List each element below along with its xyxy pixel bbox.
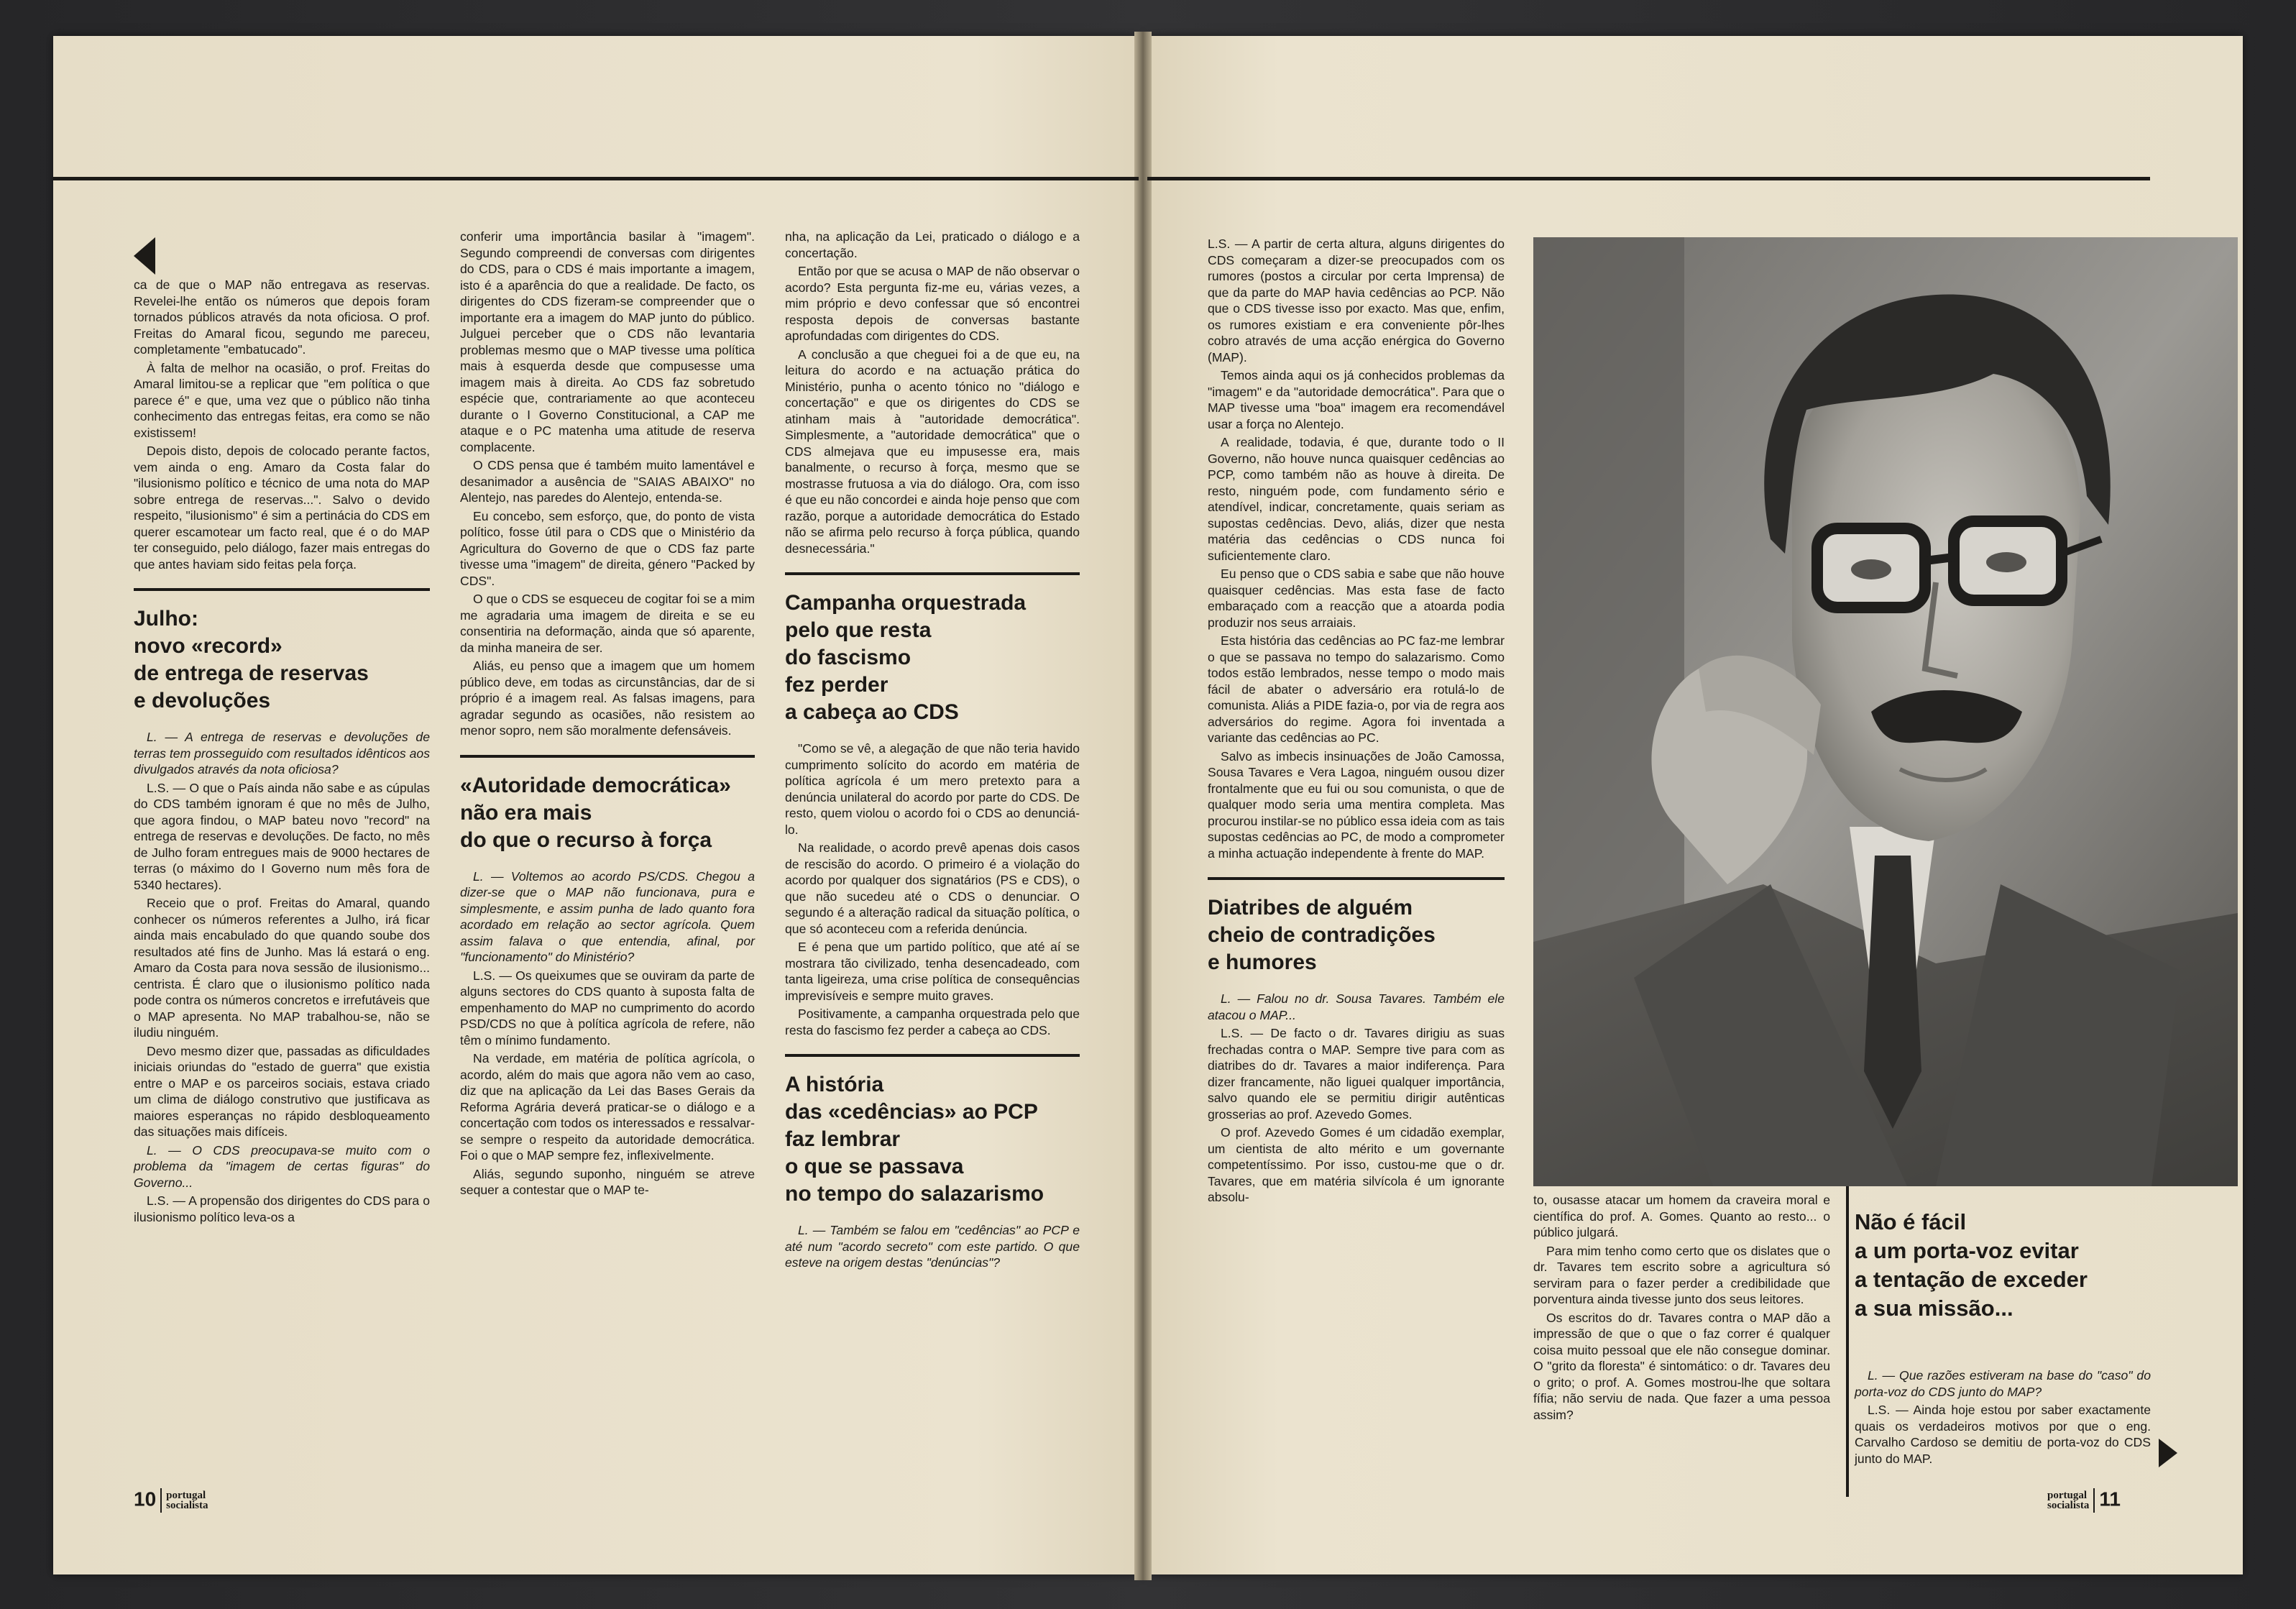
interview-question: L. — A entrega de reservas e devoluções de terras tem prosseguido com resultados idênticos aos divulgados através da nota oficiosa? bbox=[134, 730, 430, 776]
paragraph: Na verdade, em matéria de política agrícola, o acordo, além do mais que agora não vem ao caso, diz que na aplicação da Lei das Bases Gerais da Reforma Agrária deverá praticar-se o diálogo e a concertação com todos os interessados e ressalvar-se sempre o respeito da autoridade democrática. Foi o que o MAP sempre fez, inflexivelmente. bbox=[460, 1051, 755, 1163]
paragraph: Eu concebo, sem esforço, que, do ponto de vista político, fosse útil para o CDS que o Ministério da Agricultura do Governo de que o CDS faz parte tivesse uma "imagem" de direita, género "Packed by CDS". bbox=[460, 508, 755, 588]
continued-from-arrow-icon bbox=[134, 237, 155, 275]
paragraph: Para mim tenho como certo que os dislates que o dr. Tavares tem escrito sobre a agricultura só serviram para o fazer perder a credibilidade que porventura ainda tivesse junto dos seus leitores. bbox=[1533, 1243, 1830, 1306]
paragraph: O prof. Azevedo Gomes é um cidadão exemplar, um cientista de alto mérito e um governante competentíssimo. Por isso, custou-me que o dr. Tavares, que em matéria silvícola é um ignorante absolu- bbox=[1208, 1125, 1505, 1204]
section-heading-autoridade: «Autoridade democrática» não era mais do que o recurso à força bbox=[460, 773, 731, 852]
interview-question: L. — Voltemos ao acordo PS/CDS. Chegou a dizer-se que o MAP não funcionava, pura e simplesmente, e assim punha de lado quanto fora acordado em relação ao sector agrícola. Quem assim falava o que entendia, afinal, por "funcionamento" do Ministério? bbox=[460, 868, 755, 964]
paragraph: Temos ainda aqui os já conhecidos problemas da "imagem" e da "autoridade democrática". Para que o MAP tivesse uma "boa" imagem era recomendável usar a força no Alentejo. bbox=[1208, 368, 1505, 431]
continued-arrow-icon bbox=[2159, 1439, 2177, 1467]
paragraph: to, ousasse atacar um homem da craveira moral e científica do prof. A. Gomes. Quanto ao resto... o público julgará. bbox=[1533, 1193, 1830, 1239]
paragraph: Então por que se acusa o MAP de não observar o acordo? Esta pergunta fiz-me eu, várias vezes, a mim próprio e devo confessar que só encontrei resposta depois de conversas bastante aprofundadas com dirigentes do CDS. bbox=[785, 264, 1080, 343]
publication-logo: portugal socialista bbox=[2047, 1490, 2090, 1511]
paragraph: L.S. — A partir de certa altura, alguns dirigentes do CDS começaram a dizer-se preocupados com os rumores (postos a circular por certa Imprensa) de que da parte do MAP havia cedências ao PCP. Não que o CDS tivesse isso por exacto. Mas que, enfim, os rumores existiam e era conveniente pôr-lhes cobro através de uma acção enérgica do Governo (MAP). bbox=[1208, 237, 1505, 365]
interview-question: L. — Falou no dr. Sousa Tavares. Também ele atacou o MAP... bbox=[1208, 991, 1505, 1022]
paragraph: Eu penso que o CDS sabia e sabe que não houve quaisquer cedências. Mas esta fase de facto embaraçado com a reacção que a atoarda podia produzir nos seus arraiais. bbox=[1208, 567, 1505, 630]
paragraph: L.S. — De facto o dr. Tavares dirigiu as suas frechadas contra o MAP. Sempre tive para com as diatribes do dr. Tavares a maior indiferença. Para dizer francamente, não liguei qualquer importância, salvo quando ele se permitiu dirigir autênticas grosserias ao prof. Azevedo Gomes. bbox=[1208, 1026, 1505, 1122]
paragraph: L.S. — A propensão dos dirigentes do CDS para o ilusionismo político leva-os a bbox=[134, 1193, 430, 1224]
interview-question: L. — Também se falou em "cedências" ao PCP e até num "acordo secreto" com este partido. O que esteve na origem destas "denúncias"? bbox=[785, 1223, 1080, 1270]
paragraph: A conclusão a que cheguei foi a de que eu, na leitura do acordo e na actuação prática do Ministério, punha o acento tónico no "diálogo e concertação" e que os dirigentes do CDS se atinham mais à "autoridade democrática". Simplesmente, a "autoridade democrática" que o CDS almejava que eu impusesse era, mais banalmente, o recurso à força, mesmo que se mostrasse frutuosa a via do diálogo. Ora, com isso é que eu não concordei e ainda hoje penso que com razão, porque a autoridade democrática do Estado não se afirma pelo recurso à força pública, quando desnecessária." bbox=[785, 347, 1080, 556]
publication-logo: portugal socialista bbox=[166, 1490, 208, 1511]
section-heading-diatribes: Diatribes de alguém cheio de contradições e humores bbox=[1208, 896, 1436, 974]
box-rule-vertical bbox=[1846, 1186, 1849, 1497]
section-rule bbox=[460, 755, 755, 758]
paragraph: A realidade, todavia, é que, durante todo o II Governo, não houve nunca quaisquer cedências ao PCP, como também não as houve à direita. De resto, ninguém pode, com fundamento sério e atendível, indicar, concretamente, quais seriam as supostas cedências. Devo, aliás, dizer que nesta matéria das cedências o CDS nunca foi suficientemente claro. bbox=[1208, 435, 1505, 563]
paragraph: Salvo as imbecis insinuações de João Camossa, Sousa Tavares e Vera Lagoa, ninguém ousou dizer frontalmente que eu fui ou sou comunista, o que de qualquer modo seria uma mentira completa. Mas procurou instilar-se no público essa ideia com as tais supostas cedências ao PC, de modo a comprometer a minha actuação independente à frente do MAP. bbox=[1208, 748, 1505, 861]
paragraph: Depois disto, depois de colocado perante factos, vem ainda o eng. Amaro da Costa falar do "ilusionismo político e técnico de uma nota do MAP sobre entrega de reservas...". Salvo o devido respeito, "ilusionismo" é sim a pertinácia do CDS em querer escamotear um facto real, que é o do MAP ter conseguido, pelo diálogo, fazer mais entregas do que antes haviam sido feitas pela força. bbox=[134, 444, 430, 572]
folio-divider bbox=[160, 1488, 162, 1513]
paragraph: Os escritos do dr. Tavares contra o MAP dão a impressão de que o que o faz correr é qualquer coisa muito pessoal que ele não consegue dominar. O "grito da floresta" é sintomático: o dr. Tavares deu o grito; o prof. A. Gomes mostrou-lhe que soltara fífia; não serviu de nada. Que fazer a uma pessoa assim? bbox=[1533, 1310, 1830, 1422]
page-number: 10 bbox=[134, 1487, 157, 1511]
paragraph: Na realidade, o acordo prevê apenas dois casos de rescisão do acordo. O primeiro é a violação do acordo por qualquer dos signatários (PS e CDS), o que não sucedeu até o CDS o denunciar. O segundo é a alteração radical da situação política, o que só aconteceu com a referida denúncia. bbox=[785, 840, 1080, 936]
paragraph: O que o CDS se esqueceu de cogitar foi se a mim me agradaria uma imagem de direita e se eu consentiria na deformação, ainda que só aparente, da minha maneira de ser. bbox=[460, 592, 755, 655]
section-rule bbox=[1208, 877, 1505, 880]
paragraph: nha, na aplicação da Lei, praticado o diálogo e a concertação. bbox=[785, 229, 1080, 260]
box-heading: Não é fácil a um porta-voz evitar a tentação de exceder a sua missão... bbox=[1855, 1209, 2088, 1321]
folio-right bbox=[2047, 1488, 2121, 1513]
paragraph: Aliás, segundo suponho, ninguém se atreve sequer a contestar que o MAP te- bbox=[460, 1166, 755, 1197]
paragraph: E é pena que um partido político, que até aí se mostrara tão civilizado, tenha desencadeado, com tanta ligeireza, uma crise política de consequências imprevisíveis e sempre muito graves. bbox=[785, 940, 1080, 1003]
column-3 bbox=[785, 229, 1080, 1273]
paragraph: L.S. — Os queixumes que se ouviram da parte de alguns sectores do CDS quanto à suposta falta de empenhamento do MAP no cumprimento do acordo PSD/CDS no que à política agrícola de refere, não têm o mínimo fundamento. bbox=[460, 968, 755, 1048]
paragraph: ca de que o MAP não entregava as reservas. Revelei-lhe então os números que depois foram tornados públicos através da nota oficiosa. O prof. Freitas do Amaral ficou, segundo me pareceu, completamente "embatucado". bbox=[134, 278, 430, 357]
paragraph: O CDS pensa que é também muito lamentável e desanimador a ausência de "SAIAS ABAIXO" no Alentejo, nas paredes do Alentejo, entenda-se. bbox=[460, 458, 755, 505]
section-heading-campanha: Campanha orquestrada pelo que resta do fascismo fez perder a cabeça ao CDS bbox=[785, 591, 1027, 724]
portrait-photo bbox=[1533, 237, 2238, 1186]
top-rule-left bbox=[53, 177, 1139, 180]
section-rule bbox=[785, 572, 1080, 575]
column-2 bbox=[460, 229, 755, 1201]
paragraph: À falta de melhor na ocasião, o prof. Freitas do Amaral limitou-se a replicar que "em política o que parece é" e que, uma vez que o público não tinha conhecimento das entregas feitas, era como se não existissem! bbox=[134, 360, 430, 440]
column-1 bbox=[134, 277, 430, 1227]
folio-left bbox=[134, 1488, 208, 1513]
section-heading-julho: Julho: novo «record» de entrega de reservas e devoluções bbox=[134, 607, 369, 712]
page-number: 11 bbox=[2099, 1487, 2121, 1511]
paragraph: Positivamente, a campanha orquestrada pelo que resta do fascismo fez perder a cabeça ao CDS. bbox=[785, 1007, 1080, 1037]
portrait-illustration bbox=[1533, 237, 2238, 1186]
paragraph: Receio que o prof. Freitas do Amaral, quando conhecer os números referentes a Julho, irá ficar ainda mais encabulado do que quando soube dos resultados até fins de Junho. Mas lá estará o eng. Amaro da Costa para nova sessão de ilusionismo... centrista. É claro que o ilusionismo político nada pode contra os números concretos e irrefutáveis que o MAP apresenta. No MAP trabalhou-se, não se iludiu ninguém. bbox=[134, 896, 430, 1040]
section-rule bbox=[785, 1054, 1080, 1057]
column-5 bbox=[1533, 1192, 1830, 1425]
paragraph: Aliás, eu penso que a imagem que um homem público deve, em todas as circunstâncias, dar de si próprio é a imagem real. As falsas imagens, para agradar segundo as ocasiões, não resistem ao menor sopro, nem são moralmente defensáveis. bbox=[460, 659, 755, 738]
column-4 bbox=[1208, 236, 1505, 1208]
paragraph: "Como se vê, a alegação de que não teria havido cumprimento solícito do acordo em matéria de política agrícola é um mero pretexto para a denúncia unilateral do acordo por parte do CDS. De resto, quem violou o acordo foi o CDS ao denunciá-lo. bbox=[785, 741, 1080, 837]
interview-question: L. — Que razões estiveram na base do "caso" do porta-voz do CDS junto do MAP? bbox=[1855, 1368, 2151, 1399]
spine-gutter bbox=[1134, 32, 1152, 1580]
section-heading-cedencias: A história das «cedências» ao PCP faz lembrar o que se passava no tempo do salazarismo bbox=[785, 1073, 1044, 1206]
paragraph: Devo mesmo dizer que, passadas as dificuldades iniciais oriundas do "estado de guerra" que existia entre o MAP e os parceiros sociais, estava criado um clima de diálogo construtivo que justificava as maiores esperanças no rápido desbloqueamento das situações mais difíceis. bbox=[134, 1043, 430, 1139]
section-rule bbox=[134, 588, 430, 591]
interview-question: L. — O CDS preocupava-se muito com o problema da "imagem de certas figuras" do Governo... bbox=[134, 1142, 430, 1190]
folio-divider bbox=[2093, 1488, 2095, 1513]
paragraph: Esta história das cedências ao PC faz-me lembrar o que se passava no tempo do salazarismo. Como todos estão lembrados, nesse tempo o modo mais fácil de abater o adversário era rotulá-lo de comunista. Aliás a PIDE fazia-o, por via de regra aos adversários do regime. Agora foi inventada a variante das cedências ao PC. bbox=[1208, 633, 1505, 745]
top-rule-right bbox=[1147, 177, 2150, 180]
paragraph: L.S. — O que o País ainda não sabe e as cúpulas do CDS também ignoram é que no mês de Julho, que agora findou, o MAP bateu novo "record" na entrega de reservas e devoluções. De facto, no mês de Julho foram entregues mais de 9000 hectares de terras (o máximo do I Governo num mês fora de 5340 hectares). bbox=[134, 780, 430, 892]
paragraph: conferir uma importância basilar à "imagem". Segundo compreendi de conversas com dirigentes do CDS, para o CDS é mais importante a imagem, isto é a aparência do que a realidade. De facto, os dirigentes do CDS fizeram-se compreender que o importante era a imagem do MAP junto do público. Julguei perceber que o CDS não levantaria problemas mesmo que o MAP tivesse uma política mais à esquerda desde que compusesse uma imagem mais à direita. Ao CDS faz sobretudo espécie que, contrariamente ao que aconteceu durante o I Governo Constitucional, a CAP me ataque e o PC matenha uma atitude de reserva complacente. bbox=[460, 229, 755, 454]
box-text bbox=[1855, 1367, 2151, 1469]
paragraph: L.S. — Ainda hoje estou por saber exactamente quais os verdadeiros motivos por que o eng. Carvalho Cardoso se demitiu de porta-voz do CDS junto do MAP. bbox=[1855, 1403, 2151, 1466]
